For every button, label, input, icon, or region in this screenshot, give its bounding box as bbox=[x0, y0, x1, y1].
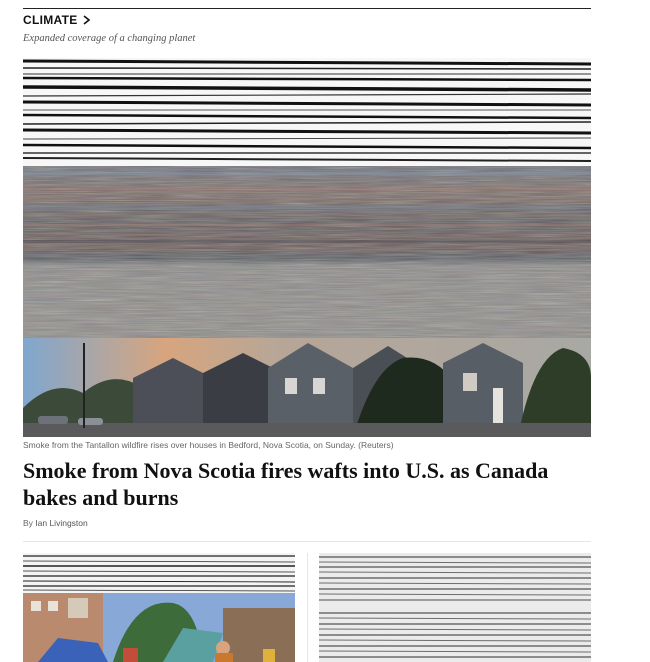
article-headline[interactable]: Smoke from Nova Scotia fires wafts into U.S. as Canada bakes and burns bbox=[23, 458, 549, 510]
section-label: CLIMATE bbox=[23, 13, 78, 27]
card-separator bbox=[307, 553, 308, 662]
byline bbox=[23, 518, 88, 528]
chevron-right-icon bbox=[82, 15, 91, 25]
section-subtitle: Expanded coverage of a changing planet bbox=[23, 33, 196, 44]
story-card-left-photo bbox=[23, 553, 295, 662]
section-link-climate[interactable] bbox=[23, 13, 91, 27]
hero-image-houses-photo bbox=[23, 338, 591, 437]
hero-image-caption: Smoke from the Tantallon wildfire rises over houses in Bedford, Nova Scotia, on Sunday. (Reuters) bbox=[23, 440, 394, 450]
story-card-image-right[interactable] bbox=[319, 553, 591, 662]
section-top-rule bbox=[23, 8, 591, 9]
story-card-image-left[interactable] bbox=[23, 553, 295, 662]
byline-prefix: By bbox=[23, 518, 36, 528]
section-divider bbox=[23, 541, 591, 542]
story-card-right-photo bbox=[319, 553, 591, 662]
hero-image[interactable] bbox=[23, 58, 591, 437]
author-link[interactable]: Ian Livingston bbox=[35, 518, 88, 528]
hero-image-glitch-lines bbox=[23, 58, 591, 166]
